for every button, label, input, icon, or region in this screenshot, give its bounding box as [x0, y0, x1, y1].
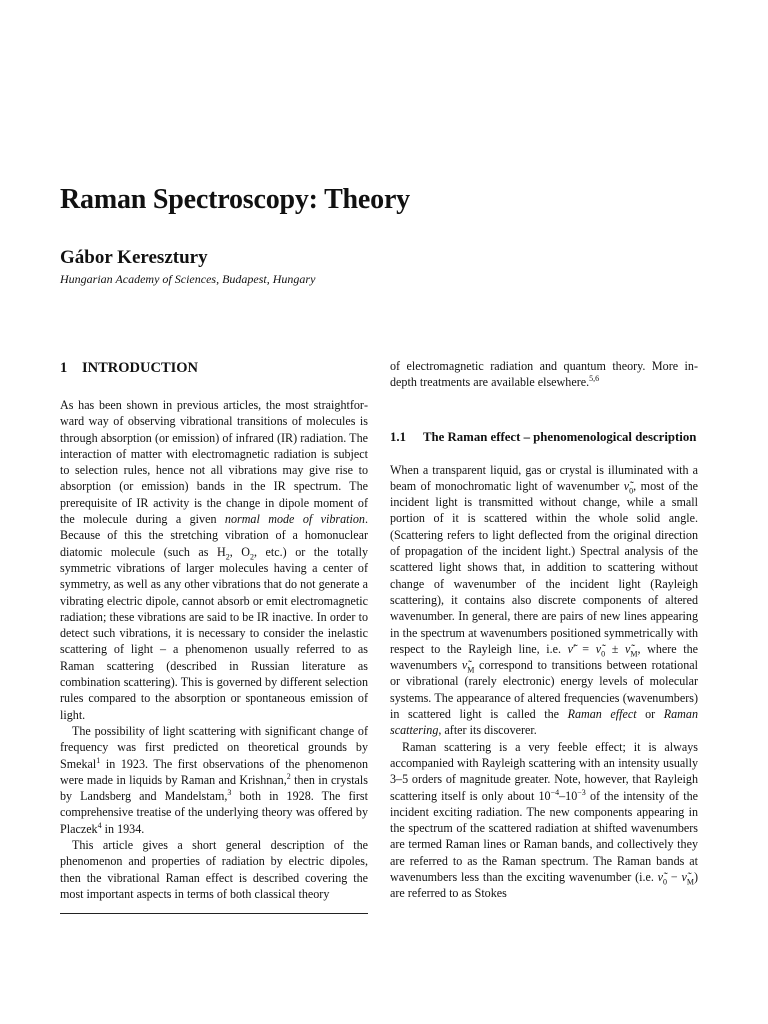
right-column: [390, 358, 698, 902]
subsection-number: 1.1: [390, 429, 406, 444]
subsection-heading-raman-effect: [390, 429, 698, 445]
paragraph: This article gives a short general description of the phenomenon and properties of radiation by electric dipoles, then the vibrational Raman effect is described covering the most important aspects in terms of both classical theory: [60, 838, 368, 901]
author-name: Gábor Keresztury: [60, 247, 208, 268]
section-heading-introduction: [60, 358, 368, 378]
left-column: [60, 358, 368, 902]
footnote-rule: [60, 913, 368, 914]
section-title: INTRODUCTION: [82, 360, 199, 376]
article-title: Raman Spectroscopy: Theory: [60, 184, 410, 215]
section-number: 1: [60, 360, 68, 376]
paragraph: The possibility of light scattering with significant change of frequency was first predicted on theoretical grounds by Smekal$^1$ in 1923. The first observations of the phenomenon were made in liquids by Raman and Krishnan,$^2$ then in crystals by Landsberg and Mandelstam,$^3$ both in 1928. The first comprehensive treatise of the underlying theory was offered by Placzek$^4$ in 1934.: [60, 723, 368, 836]
paragraph: When a transparent liquid, gas or crystal is illuminated with a beam of monochromatic light of wavenumber $\nũ_0$, most of the incident light is transmitted without change, while a small portion of it is scattered within the whole solid angle. (Scattering refers to light deflected from the original direction of propagation of the incident light.) Spectral analysis of the scattered light shows that, in addition to scattering without change of wavenumber of the incident light (Rayleigh scattering), it contains also discrete components of altered wavenumber. In general, there are pairs of new lines appearing in the spectrum at wavenumbers positioned symmetrically with respect to the Rayleigh line, i.e. ν̃′ = $\nũ_0$ ± $\nũ_M$, where the wavenumbers $\nũ_M$ correspond to transitions between rotational or vibrational (rarely electronic) energy levels of molecular systems. The appearance of altered frequencies (wavenumbers) in scattered light is called the Raman effect or Raman scattering, after its discoverer.: [390, 462, 699, 738]
paragraph: As has been shown in previous articles, the most straightforward way of observing vibrational transitions of molecules is through absorption (or emission) of infrared (IR) radiation. The interaction of matter with electromagnetic radiation is subject to selection rules, hence not all vibrations may give rise to absorption (or emission) bands in the IR spectrum. The prerequisite of IR activity is the change in dipole moment of the molecule during a given normal mode of vibration. Because of this the stretching vibration of a homonuclear diatomic molecule (such as $H_2$, $O_2$, etc.) or the totally symmetric vibrations of larger molecules having a center of symmetry, as well as any other vibrations that do not generate a vibrating electric dipole, cannot absorb or emit electromagnetic radiation; these vibrations are said to be IR inactive. In order to detect such vibrations, it is necessary to consider the inelastic scattering of light – a phenomenon usually referred to as Raman scattering (described in Russian literature as combination scattering). This is governed by different selection rules compared to the absorption or spontaneous emission of light.: [60, 398, 368, 722]
paragraph: of electromagnetic radiation and quantum theory. More in-depth treatments are available elsewhere.$^{5,6}$: [390, 359, 698, 390]
author-affiliation: Hungarian Academy of Sciences, Budapest, Hungary: [60, 272, 316, 286]
paragraph: Raman scattering is a very feeble effect; it is always accompanied with Rayleigh scattering with an intensity usually 3–5 orders of magnitude greater. Note, however, that Rayleigh scattering itself is only about $10^{-4}-10^{-3}$ of the intensity of the incident exciting radiation. The new components appearing in the spectrum of the scattered radiation at shifted wavenumbers are termed Raman lines or Raman bands, and collectively they are referred to as the Raman spectrum. The Raman bands at wavenumbers less than the exciting wavenumber (i.e. $\nũ_0$ − $\nũ_M$) are referred to as Stokes: [390, 739, 698, 901]
subsection-title: The Raman effect – phenomenological description: [423, 429, 697, 444]
